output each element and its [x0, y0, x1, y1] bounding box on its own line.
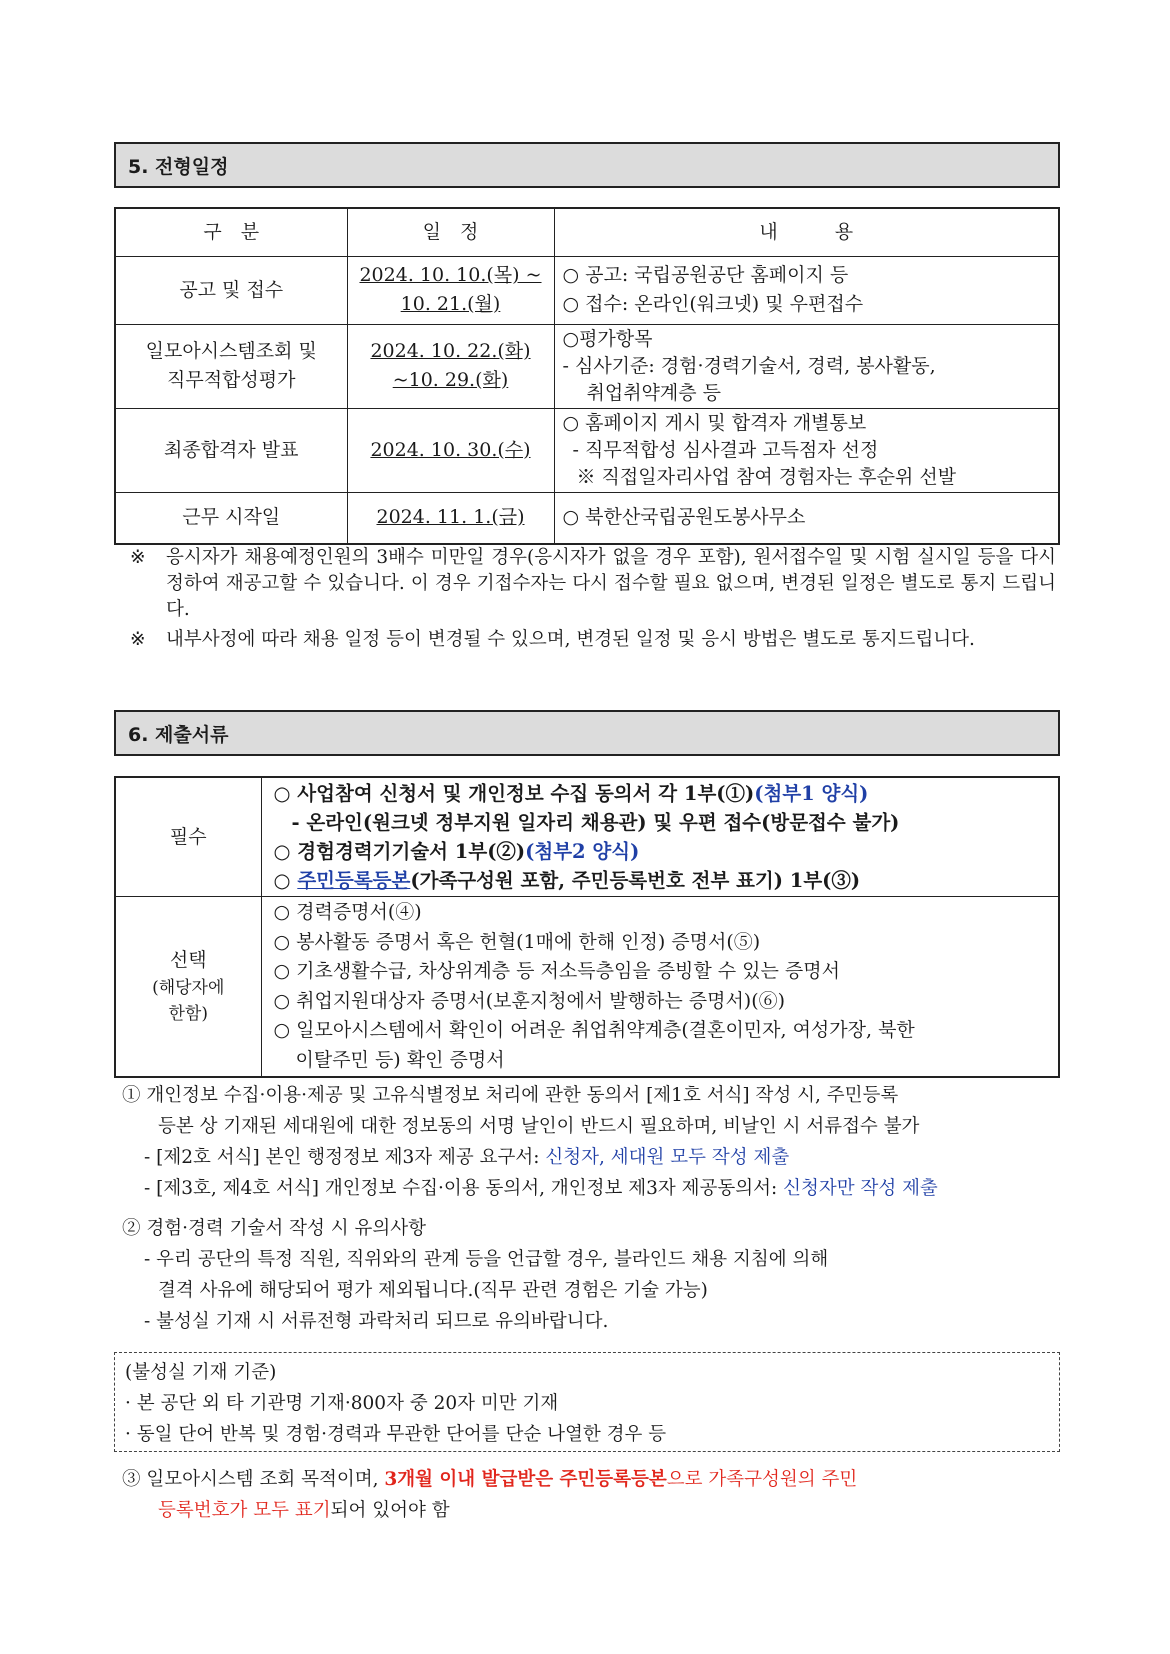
table-row — [115, 408, 1059, 492]
section-5-header — [114, 142, 1060, 188]
insincere-criteria-box — [114, 1352, 1060, 1452]
footnote-1: ① 개인정보 수집·이용·제공 및 고유식별정보 처리에 관한 동의서 [제1호 서식] 작성 시, 주민등록 등본 상 기재된 세대원에 대한 정보동의 서명 날인이 반드시 필요하며, 비날인 시 서류접수 불가 - [제2호 서식] 본인 행정정보 제3자 제공 요구서: 신청자, 세대원 모두 작성 제출 - [제3호, 제4호 서식] 개인정보 수집·이용 동의서, 개인정보 제3자 제공동의서: 신청자만 작성 제출 — [122, 1085, 938, 1199]
note-item: ※ 응시자가 채용예정인원의 3배수 미만일 경우(응시자가 없을 경우 포함), 원서접수일 및 시험 실시일 등을 다시 정하여 재공고할 수 있습니다. 이 경우 기접수자는 다시 접수할 필요 없으며, 변경된 일정은 별도로 통지 드립니다. — [130, 547, 1056, 620]
row-date: 2024. 11. 1.(금) — [347, 492, 554, 544]
note-item: ※ 내부사정에 따라 채용 일정 등이 변경될 수 있으며, 변경된 일정 및 응시 방법은 별도로 통지드립니다. — [130, 629, 975, 650]
optional-row — [115, 897, 1059, 1078]
footnote-2: ② 경험·경력 기술서 작성 시 유의사항 - 우리 공단의 특정 직원, 직위와의 관계 등을 언급할 경우, 블라인드 채용 지침에 의해 결격 사유에 해당되어 평가 제외됩니다.(직무 관련 경험은 기술 가능) - 불성실 기재 시 서류전형 과락처리 되므로 유의바랍니다. — [122, 1218, 829, 1332]
row-content: ○ 공고: 국립공원공단 홈페이지 등 ○ 접수: 온라인(워크넷) 및 우편접수 — [554, 256, 1059, 324]
row-date: 2024. 10. 10.(목) ~ 10. 21.(월) — [347, 256, 554, 324]
row-category: 근무 시작일 — [115, 492, 347, 544]
header-date: 일 정 — [347, 208, 554, 256]
row-date: 2024. 10. 22.(화) ~10. 29.(화) — [347, 324, 554, 408]
box-item: · 본 공단 외 타 기관명 기재·800자 중 20자 미만 기재 — [125, 1393, 559, 1414]
section-6-header — [114, 710, 1060, 756]
table-header-row — [115, 208, 1059, 256]
required-label: 필수 — [115, 777, 261, 897]
header-content: 내 용 — [554, 208, 1059, 256]
box-item: · 동일 단어 반복 및 경험·경력과 무관한 단어를 단순 나열한 경우 등 — [125, 1424, 667, 1445]
row-category: 최종합격자 발표 — [115, 408, 347, 492]
optional-items: ○ 경력증명서(④) ○ 봉사활동 증명서 혹은 헌혈(1매에 한해 인정) 증명서(⑤) ○ 기초생활수급, 차상위계층 등 저소득층임을 증빙할 수 있는 증명서 ○ 취업지원대상자 증명서(보훈지청에서 발행하는 증명서)(⑥) ○ 일모아시스템에서 확인이 어려운 취업취약계층(결혼이민자, 여성가장, 북한 이탈주민 등) 확인 증명서 — [261, 897, 1059, 1078]
row-content: ○ 북한산국립공원도봉사무소 — [554, 492, 1059, 544]
row-category: 공고 및 접수 — [115, 256, 347, 324]
section-5-title: 5. 전형일정 — [128, 155, 229, 178]
footnote-3: ③ 일모아시스템 조회 목적이며, 3개월 이내 발급받은 주민등록등본으로 가족구성원의 주민 등록번호가 모두 표기되어 있어야 함 — [122, 1469, 858, 1521]
documents-table — [114, 776, 1060, 1078]
table-row — [115, 324, 1059, 408]
row-category: 일모아시스템조회 및 직무적합성평가 — [115, 324, 347, 408]
optional-label: 선택 (해당자에 한함) — [115, 897, 261, 1078]
schedule-table — [114, 207, 1060, 545]
table-row — [115, 492, 1059, 544]
row-date: 2024. 10. 30.(수) — [347, 408, 554, 492]
required-items: ○ 사업참여 신청서 및 개인정보 수집 동의서 각 1부(①)(첨부1 양식) - 온라인(원크넷 정부지원 일자리 채용관) 및 우편 접수(방문접수 불가) ○ 경험경력기기술서 1부(②)(첨부2 양식) ○ 주민등록등본(가족구성원 포함, 주민등록번호 전부 표기) 1부(③) — [261, 777, 1059, 897]
row-content: ○ 홈페이지 게시 및 합격자 개별통보 - 직무적합성 심사결과 고득점자 선정 ※ 직접일자리사업 참여 경험자는 후순위 선발 — [554, 408, 1059, 492]
header-category: 구 분 — [115, 208, 347, 256]
required-row — [115, 777, 1059, 897]
box-title: (불성실 기재 기준) — [125, 1362, 277, 1383]
table-row — [115, 256, 1059, 324]
row-content: ○평가항목 - 심사기준: 경험·경력기술서, 경력, 봉사활동, 취업취약계층 등 — [554, 324, 1059, 408]
section-6-title: 6. 제출서류 — [128, 723, 229, 746]
